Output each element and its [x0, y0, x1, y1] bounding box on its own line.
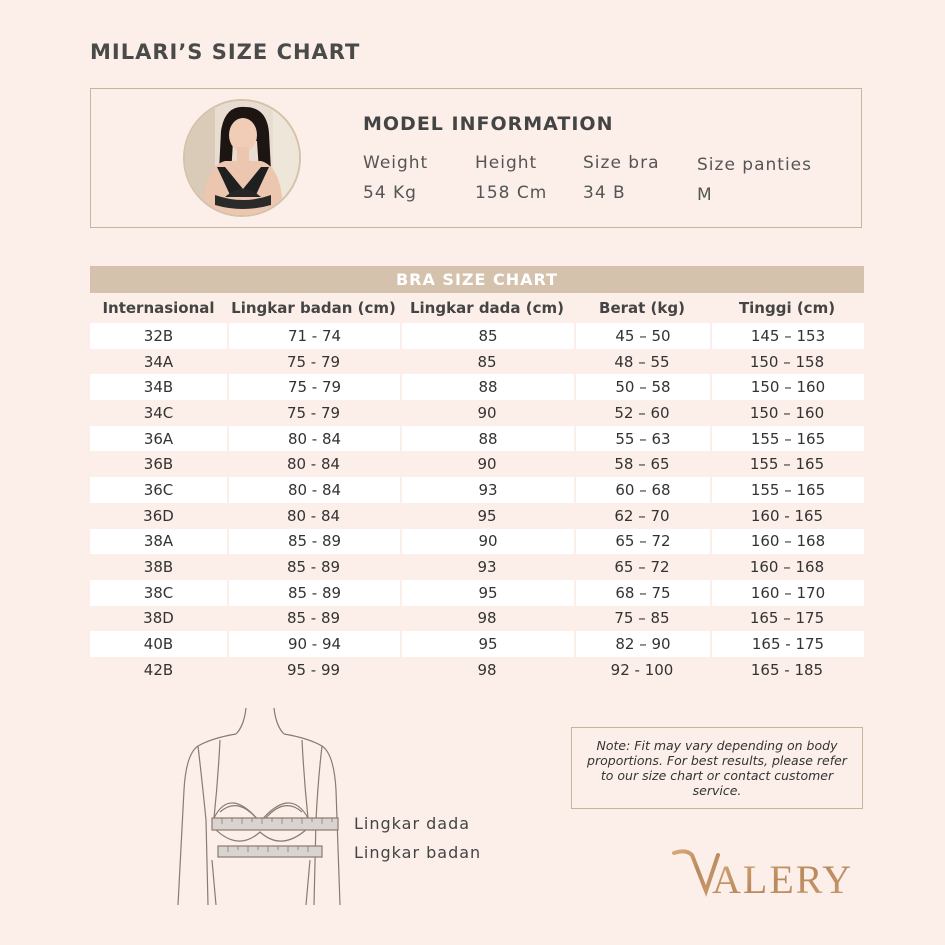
table-cell: 75 – 85	[614, 609, 670, 628]
info-weight	[363, 153, 428, 203]
table-cell: 90	[477, 403, 497, 422]
table-cell: 98	[477, 660, 497, 679]
bra-chart-header: BRA SIZE CHART	[90, 266, 864, 293]
table-cell: 95	[400, 631, 574, 657]
table-cell: 88	[400, 374, 574, 400]
table-cell: 58 – 65	[614, 455, 670, 474]
table-cell: 85 - 89	[227, 529, 400, 555]
table-cell: 82 – 90	[574, 631, 710, 657]
brand-logo	[672, 845, 872, 905]
table-cell: 36A	[90, 426, 227, 452]
table-row	[90, 374, 864, 400]
table-cell: 36D	[143, 506, 174, 525]
table-cell: 34A	[143, 352, 174, 371]
table-cell: 155 – 165	[710, 477, 864, 503]
table-cell: 92 - 100	[610, 660, 674, 679]
table-row	[90, 503, 864, 529]
table-cell: 45 – 50	[574, 323, 710, 349]
table-row	[90, 400, 864, 426]
info-value: M	[697, 185, 713, 205]
table-cell: 80 - 84	[227, 477, 400, 503]
table-cell: 34B	[90, 374, 227, 400]
table-cell: 93	[400, 477, 574, 503]
table-cell: 80 - 84	[286, 506, 341, 525]
info-size-bra	[583, 153, 660, 203]
info-value: 34 B	[583, 183, 626, 203]
table-cell: 165 – 175	[749, 609, 825, 628]
table-cell: 75 - 79	[286, 352, 341, 371]
table-cell: 36B	[143, 455, 174, 474]
bra-size-chart	[90, 266, 864, 683]
page-title: MILARI’S SIZE CHART	[90, 40, 361, 64]
table-cell: 93	[477, 558, 497, 577]
info-value: 158 Cm	[475, 183, 548, 203]
info-label: Size panties	[697, 155, 812, 175]
table-cell: 50 – 58	[574, 374, 710, 400]
table-row	[90, 657, 864, 683]
table-cell: 90	[477, 455, 497, 474]
table-cell: 165 - 175	[710, 631, 864, 657]
table-cell: 65 – 72	[614, 558, 670, 577]
table-cell: 85	[400, 323, 574, 349]
table-cell: 80 - 84	[227, 426, 400, 452]
table-cell: 160 – 168	[710, 529, 864, 555]
info-label: Height	[475, 153, 538, 173]
table-row	[90, 529, 864, 555]
column-header: Tinggi (cm)	[710, 293, 864, 323]
label-lingkar-dada: Lingkar dada	[354, 814, 471, 833]
info-value: 54 Kg	[363, 183, 417, 203]
info-size-panties	[697, 155, 812, 205]
table-row	[90, 349, 864, 375]
table-cell: 145 – 153	[710, 323, 864, 349]
table-cell: 88	[400, 426, 574, 452]
measurement-illustration	[168, 700, 358, 910]
fit-note-text: Note: Fit may vary depending on body proportions. For best results, please refer to our size chart or contact customer service.	[587, 738, 847, 798]
table-row	[90, 451, 864, 477]
table-row	[90, 426, 864, 452]
table-cell: 90 - 94	[227, 631, 400, 657]
table-cell: 38A	[90, 529, 227, 555]
table-cell: 62 – 70	[614, 506, 670, 525]
table-cell: 150 – 160	[749, 403, 825, 422]
table-row	[90, 323, 864, 349]
table-cell: 38C	[90, 580, 227, 606]
table-cell: 155 – 165	[710, 426, 864, 452]
table-cell: 36C	[90, 477, 227, 503]
column-header: Lingkar dada (cm)	[400, 293, 574, 323]
table-cell: 80 - 84	[286, 455, 341, 474]
table-cell: 65 – 72	[574, 529, 710, 555]
table-row	[90, 631, 864, 657]
table-cell: 75 - 79	[227, 374, 400, 400]
model-heading: MODEL INFORMATION	[363, 113, 614, 135]
table-cell: 160 – 168	[749, 558, 825, 577]
table-cell: 85 - 89	[227, 580, 400, 606]
table-cell: 68 – 75	[574, 580, 710, 606]
table-cell: 38B	[143, 558, 174, 577]
table-cell: 55 – 63	[574, 426, 710, 452]
table-cell: 160 – 170	[710, 580, 864, 606]
table-cell: 98	[477, 609, 497, 628]
table-row	[90, 606, 864, 632]
brand-wordmark: ALERY	[712, 857, 854, 902]
column-header: Internasional	[90, 293, 227, 323]
table-cell: 150 – 160	[710, 374, 864, 400]
fit-note	[571, 727, 863, 809]
table-cell: 95	[477, 506, 497, 525]
table-cell: 60 – 68	[574, 477, 710, 503]
table-cell: 150 – 158	[749, 352, 825, 371]
table-cell: 155 – 165	[749, 455, 825, 474]
table-cell: 40B	[90, 631, 227, 657]
table-cell: 85 - 89	[286, 609, 341, 628]
table-row	[90, 580, 864, 606]
table-cell: 34C	[143, 403, 174, 422]
table-cell: 165 - 185	[750, 660, 824, 679]
info-label: Weight	[363, 153, 429, 173]
table-cell: 85 - 89	[286, 558, 341, 577]
size-table	[90, 293, 864, 683]
info-height	[475, 153, 547, 203]
table-cell: 48 – 55	[614, 352, 670, 371]
table-cell: 75 - 79	[286, 403, 341, 422]
table-cell: 52 – 60	[614, 403, 670, 422]
column-header: Lingkar badan (cm)	[227, 293, 400, 323]
table-row	[90, 477, 864, 503]
model-avatar	[183, 99, 301, 217]
table-cell: 90	[400, 529, 574, 555]
table-cell: 95	[400, 580, 574, 606]
table-cell: 71 - 74	[227, 323, 400, 349]
label-lingkar-badan: Lingkar badan	[354, 843, 482, 862]
table-cell: 160 - 165	[750, 506, 824, 525]
info-label: Size bra	[583, 153, 660, 173]
table-cell: 95 - 99	[286, 660, 341, 679]
column-header: Berat (kg)	[574, 293, 710, 323]
model-info-card	[90, 88, 862, 228]
table-cell: 85	[477, 352, 497, 371]
table-cell: 42B	[143, 660, 174, 679]
table-cell: 38D	[143, 609, 174, 628]
table-cell: 32B	[90, 323, 227, 349]
table-row	[90, 554, 864, 580]
table-header-row	[90, 293, 864, 323]
